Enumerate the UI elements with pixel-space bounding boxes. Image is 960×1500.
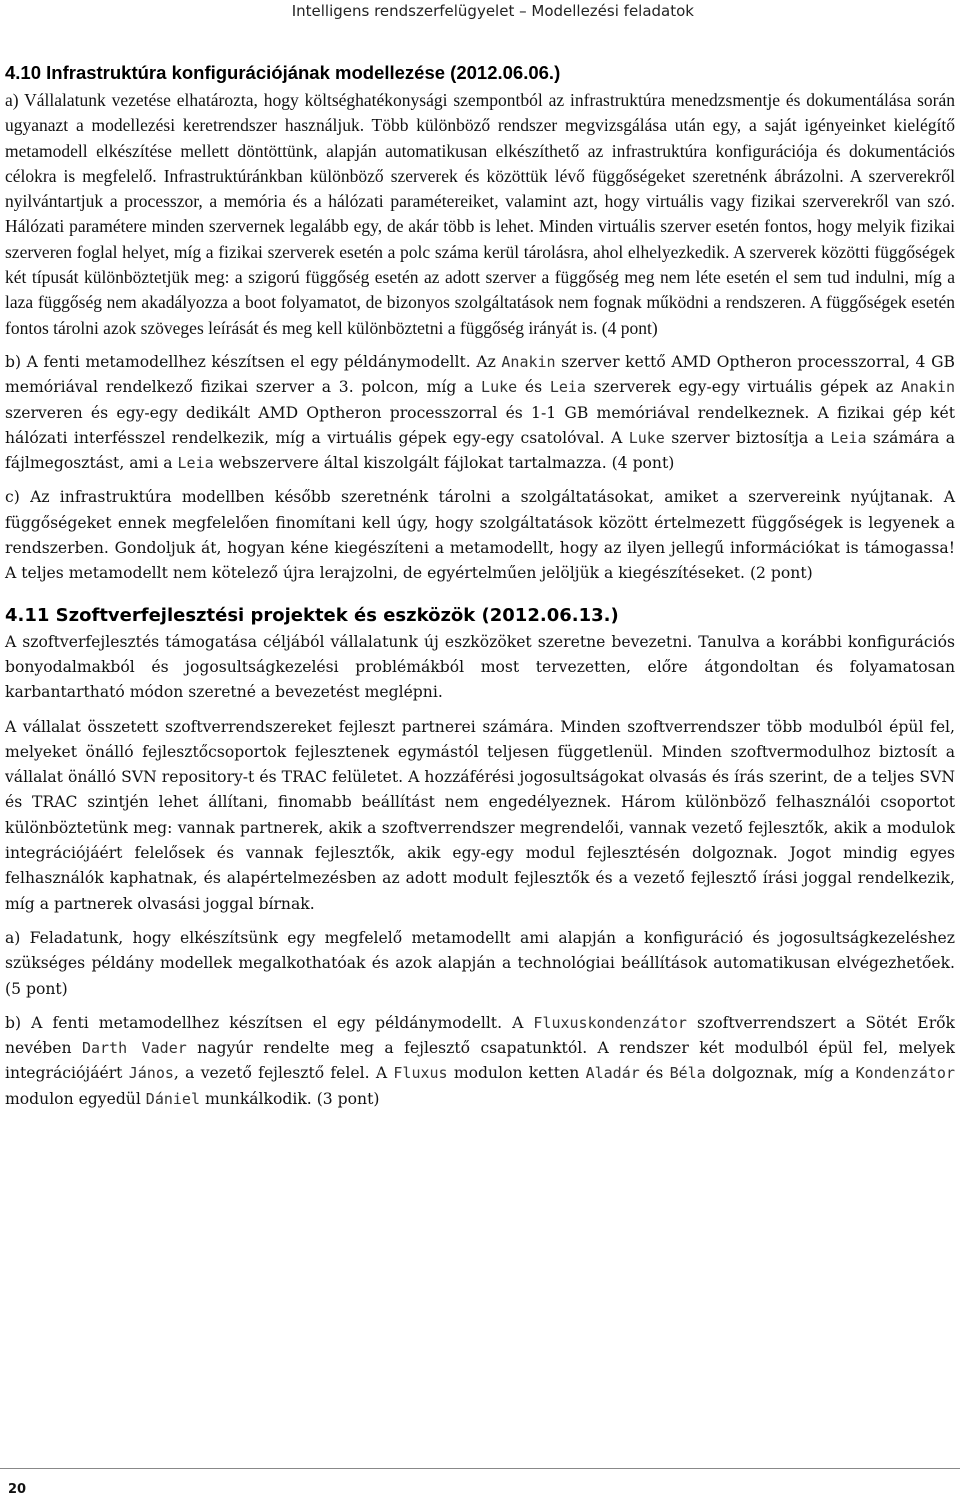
paragraph-4-11-body: A vállalat összetett szoftverrendszereket fejleszt partnerei számára. Minden szoftverrendszer több modulból épül fel, melyeket önálló fejlesztőcsoportok fejlesztenek egymástól teljesen függetlenül. Minden szoftvermodulhoz biztosít a vállalat önálló SVN repository-t és TRAC felületet. A hozzáférési jogosultságokat olvasás és írás szerint, de a teljes SVN és TRAC szintjén lehet állítani, finomabb beállítást nem engedélyeznek. Három különböző felhasználói csoportot különböztetünk meg: vannak partnerek, akik a szoftverrendszer megrendelői, vannak vezető fejlesztők, akik a modulok integrációjáért felelősek és vannak fejlesztők, akik egy-egy modul fejlesztésén dolgoznak. Jogot mindig egyes felhasználók kaphatnak, és alapértelmezésben az adott modult fejlesztők és a vezető fejlesztő írási joggal rendelkezik, míg a partnerek olvasási joggal bírnak. (5, 717, 955, 913)
code-leia: Leia (177, 454, 214, 473)
code-janos: János (128, 1064, 174, 1083)
section-title-4-10: 4.10 Infrastruktúra konfigurációjának modellezése (2012.06.06.) (5, 62, 561, 83)
text-run: szerveren és egy-egy dedikált AMD Optheron processzorral és 1-1 GB memóriával rendelkeznek. A fizikai gép két hálózati interfésszel rendelkezik, míg a virtuális gépek egy-egy csatolóval. A (5, 403, 955, 447)
text-run: szerverek egy-egy virtuális gépek az (585, 378, 901, 397)
code-leia: Leia (549, 378, 586, 397)
code-leia: Leia (830, 428, 867, 447)
code-anakin: Anakin (501, 352, 556, 371)
code-fluxuskondenzator: Fluxuskondenzátor (533, 1013, 687, 1032)
paragraph-4-11-a: a) Feladatunk, hogy elkészítsünk egy megfelelő metamodellt ami alapján a konfiguráció és jogosultságkezeléshez szükséges példány modellek megalkothatóak és azok alapján a technológiai beállítások automatikusan elvégezhetőek. (5 pont) (5, 928, 955, 998)
code-luke: Luke (481, 378, 518, 397)
code-anakin: Anakin (900, 378, 955, 397)
code-daniel: Dániel (145, 1089, 200, 1108)
code-darth-vader: Darth Vader (81, 1039, 187, 1058)
code-fluxus: Fluxus (393, 1064, 448, 1083)
paragraph-4-11-b (5, 1011, 955, 1112)
text-run: és (639, 1064, 670, 1083)
text-run: dolgoznak, míg a (705, 1064, 856, 1083)
text-run: b) A fenti metamodellhez készítsen el egy példánymodellt. Az (5, 352, 502, 371)
paragraph-4-11-intro: A szoftverfejlesztés támogatása céljából vállalatunk új eszközöket szeretne bevezetni. Tanulva a korábbi konfigurációs bonyodalmakból és jogosultságkezelési problémákból most tervezetten, előre átgondoltan és folyamatosan karbantartható módon szeretné a bevezetést meglépni. (5, 632, 955, 702)
text-run: szerver kettő AMD Optheron processzorral, 4 GB memóriával rendelkező fizikai szerver a 3. polcon, míg a (5, 352, 955, 397)
text-run: és (517, 378, 550, 397)
page-number: 20 (8, 1482, 27, 1497)
code-bela: Béla (669, 1064, 706, 1083)
text-run: , a vezető fejlesztő felel. A (173, 1064, 394, 1083)
text-run: nagyúr rendelte meg a fejlesztő csapatunktól. A rendszer két modulból épül fel, melyek integrációjáért (5, 1039, 955, 1083)
section-title-4-11: 4.11 Szoftverfejlesztési projektek és eszközök (2012.06.13.) (5, 604, 619, 626)
text-run: szoftverrendszert a Sötét Erők nevében (5, 1013, 955, 1058)
running-title: Intelligens rendszerfelügyelet – Modellezési feladatok (291, 2, 694, 20)
running-header (0, 0, 960, 38)
code-luke: Luke (628, 428, 665, 447)
code-aladar: Aladár (585, 1064, 640, 1083)
text-run: webszervere által kiszolgált fájlokat tartalmazza. (4 pont) (213, 454, 675, 473)
document-body (5, 62, 955, 1121)
paragraph-4-10-c: c) Az infrastruktúra modellben később szeretnénk tárolni a szolgáltatásokat, amiket a szervereink nyújtanak. A függőségeket ennek megfelelően finomítani kell úgy, hogy szolgáltatások között értelmezett függőségek is legyenek a rendszerben. Gondoljuk át, hogyan kéne kiegészíteni a metamodellt, hogy az ilyen jellegű információkat is támogassa! A teljes metamodellt nem kötelező újra lerajzolni, de egyértelműen jelöljük a kiegészítéseket. (2 pont) (5, 488, 955, 583)
text-run: b) A fenti metamodellhez készítsen el egy példánymodellt. A (5, 1013, 534, 1032)
text-run: munkálkodik. (3 pont) (199, 1089, 380, 1108)
text-run: modulon ketten (447, 1064, 586, 1083)
paragraph-4-10-a: a) Vállalatunk vezetése elhatározta, hogy költséghatékonysági szempontból az infrastruktúra menedzsmentje és dokumentálása során ugyanazt a modellezési keretrendszer használjuk. Több különböző rendszer megvizsgálása után egy, a saját igényeinket kielégítő metamodell elkészítése mellett döntöttünk, alapján automatikusan elkészíthető az infrastruktúra konfigurációja és dokumentációs célokra is megfelelő. Infrastruktúránkban különböző szerverek és közöttük lévő függőségeket szeretnénk ábrázolni. A szerverekről nyilvántartjuk a processzor, a memória és a hálózati paramétereiket, valamint azt, hogy virtuális vagy fizikai szerverekről van szó. Hálózati paramétere minden szervernek legalább egy, de akár több is lehet. Minden virtuális szerver esetén fontos, hogy melyik fizikai szerveren foglal helyet, míg a fizikai szerverek esetén a polc száma kerül tárolásra, ahol elhelyezkedik. A szerverek közötti függőségek két típusát különböztetjük meg: a szigorú függőség esetén az adott szerver a függőség meg nem léte esetén el sem tud indulni, míg a laza függőség nem akadályozza a boot folyamatot, de bizonyos szolgáltatások nem fognak működni a rendszeren. A függőségek esetén fontos tárolni azok szöveges leírását és meg kell különböztetni a függőség irányát is. (4 pont) (5, 90, 955, 338)
code-kondenzator: Kondenzátor (855, 1064, 955, 1083)
text-run: számára a fájlmegosztást, ami a (5, 428, 955, 473)
text-run: modulon egyedül (5, 1089, 146, 1108)
paragraph-4-10-b (5, 350, 955, 476)
footer-divider (0, 1468, 960, 1469)
text-run: szerver biztosítja a (664, 428, 831, 447)
